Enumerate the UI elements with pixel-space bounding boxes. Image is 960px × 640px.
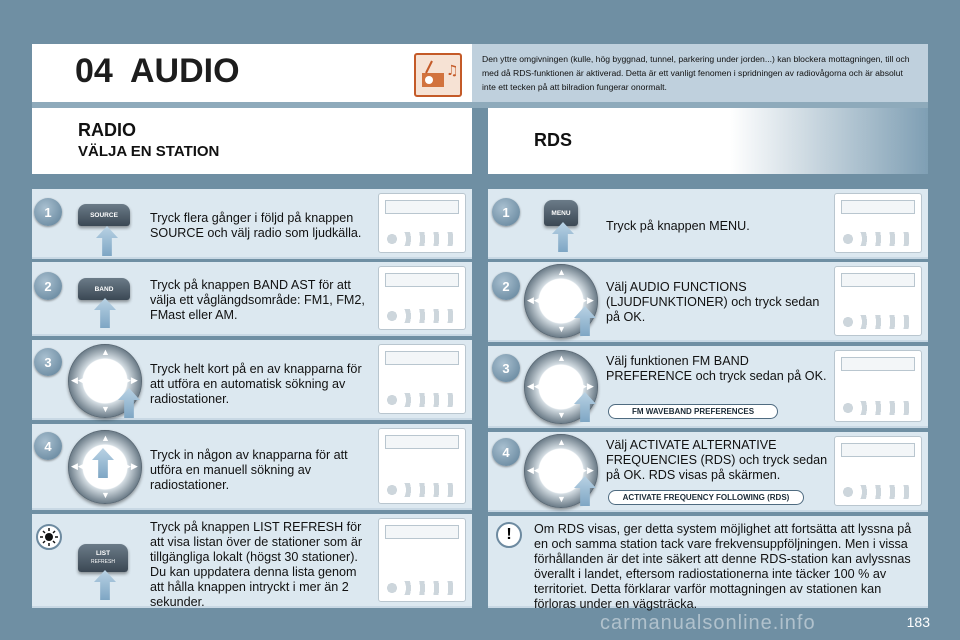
radio-panel-thumb — [378, 428, 466, 504]
step-number: 4 — [34, 432, 62, 460]
radio-music-icon — [414, 53, 462, 97]
radio-step-3: Tryck helt kort på en av knapparna för att utföra en automatisk sökning av radiostationer. — [32, 340, 472, 420]
radio-panel-thumb — [378, 344, 466, 414]
radio-panel-thumb — [378, 266, 466, 330]
chapter-title: AUDIO — [130, 52, 240, 90]
direction-pad[interactable]: ▲ ▼ ◀◀ ▶▶ — [524, 350, 598, 424]
radio-panel-thumb — [834, 266, 922, 336]
radio-title: RADIO — [78, 120, 136, 140]
source-button[interactable]: SOURCE — [78, 204, 130, 226]
radio-step-4: Tryck in någon av knapparna för att utföra en manuell sökning av radiostationer. — [32, 424, 472, 510]
radio-panel-thumb — [834, 350, 922, 422]
chapter-number: 04 — [75, 52, 113, 90]
direction-pad[interactable]: ▲ ▼ ◀◀ ▶▶ — [524, 264, 598, 338]
radio-panel-thumb — [834, 193, 922, 253]
rds-title: RDS — [534, 130, 573, 150]
step-number: 2 — [492, 272, 520, 300]
radio-panel-thumb — [378, 518, 466, 602]
direction-pad[interactable]: ▲ ▼ ◀◀ ▶▶ — [68, 430, 142, 504]
direction-pad[interactable]: ▲ ▼ ◀◀ ▶▶ — [524, 434, 598, 508]
rds-section-header — [488, 108, 928, 174]
radio-section-header — [32, 108, 472, 174]
rds-step-4: Välj ACTIVATE ALTERNATIVE FREQUENCIES (RDS) och tryck sedan på OK. RDS visas på skärmen. — [488, 432, 928, 512]
rds-step-1: Tryck på knappen MENU. — [488, 189, 928, 259]
step-number: 2 — [34, 272, 62, 300]
step-number: 1 — [492, 198, 520, 226]
menu-button[interactable]: MENU — [544, 200, 578, 226]
radio-subtitle: VÄLJA EN STATION — [78, 143, 220, 160]
list-refresh-tip: Tryck på knappen LIST REFRESH för att visa listan över de stationer som är tillgängliga lokalt (högst 30 stationer). Du kan uppdatera denna lista genom att hålla knappen intryckt i mer än 2 sekunder. — [32, 514, 472, 608]
rds-step-2: Välj AUDIO FUNCTIONS (LJUDFUNKTIONER) och tryck sedan på OK. — [488, 262, 928, 342]
svg-text:♫: ♫ — [446, 63, 459, 79]
radio-step-1: Tryck flera gånger i följd på knappen SOURCE och välj radio som ljudkälla. — [32, 189, 472, 259]
rds-step-3: Välj funktionen FM BAND PREFERENCE och tryck sedan på OK. — [488, 346, 928, 428]
radio-panel-thumb — [378, 193, 466, 253]
step-number: 1 — [34, 198, 62, 226]
activate-frequency-badge: ACTIVATE FREQUENCY FOLLOWING (RDS) — [608, 490, 804, 505]
radio-panel-thumb — [834, 436, 922, 506]
list-refresh-button[interactable]: LIST REFRESH — [78, 544, 128, 572]
page-number: 183 — [906, 614, 930, 630]
radio-step-2: Tryck på knappen BAND AST för att välja ett våglängdsområde: FM1, FM2, FMast eller AM. — [32, 262, 472, 336]
watermark: carmanualsonline.info — [600, 612, 816, 634]
step-number: 3 — [492, 354, 520, 382]
reception-note: Den yttre omgivningen (kulle, hög byggnad, tunnel, parkering under jorden...) kan blockera mottagningen, till och med då RDS-funktionen är aktiverad. Detta är ett vanligt fenomen i spridningen av radiovågorna och är absolut inte ett tecken på att bilradion fungerar onormalt. — [472, 44, 928, 102]
fm-waveband-badge: FM WAVEBAND PREFERENCES — [608, 404, 778, 419]
step-number: 3 — [34, 348, 62, 376]
exclamation-icon: ! — [496, 522, 522, 548]
step-number: 4 — [492, 438, 520, 466]
band-button[interactable]: BAND — [78, 278, 130, 300]
rds-warning: Om RDS visas, ger detta system möjlighet att fortsätta att lyssna på en och samma station tack vare frekvensuppföljningen. Men i vissa förhållanden är det inte säkert att denne RDS-station kan avlyssnas överallt i landet, eftersom radiostationerna inte täcker 100 % av territoriet. Detta förklarar varför mottagningen av stationen kan förloras under en vägsträcka. — [488, 516, 928, 608]
light-bulb-icon — [36, 524, 62, 550]
direction-pad[interactable]: ▲ ▼ ◀◀ ▶▶ — [68, 344, 142, 418]
